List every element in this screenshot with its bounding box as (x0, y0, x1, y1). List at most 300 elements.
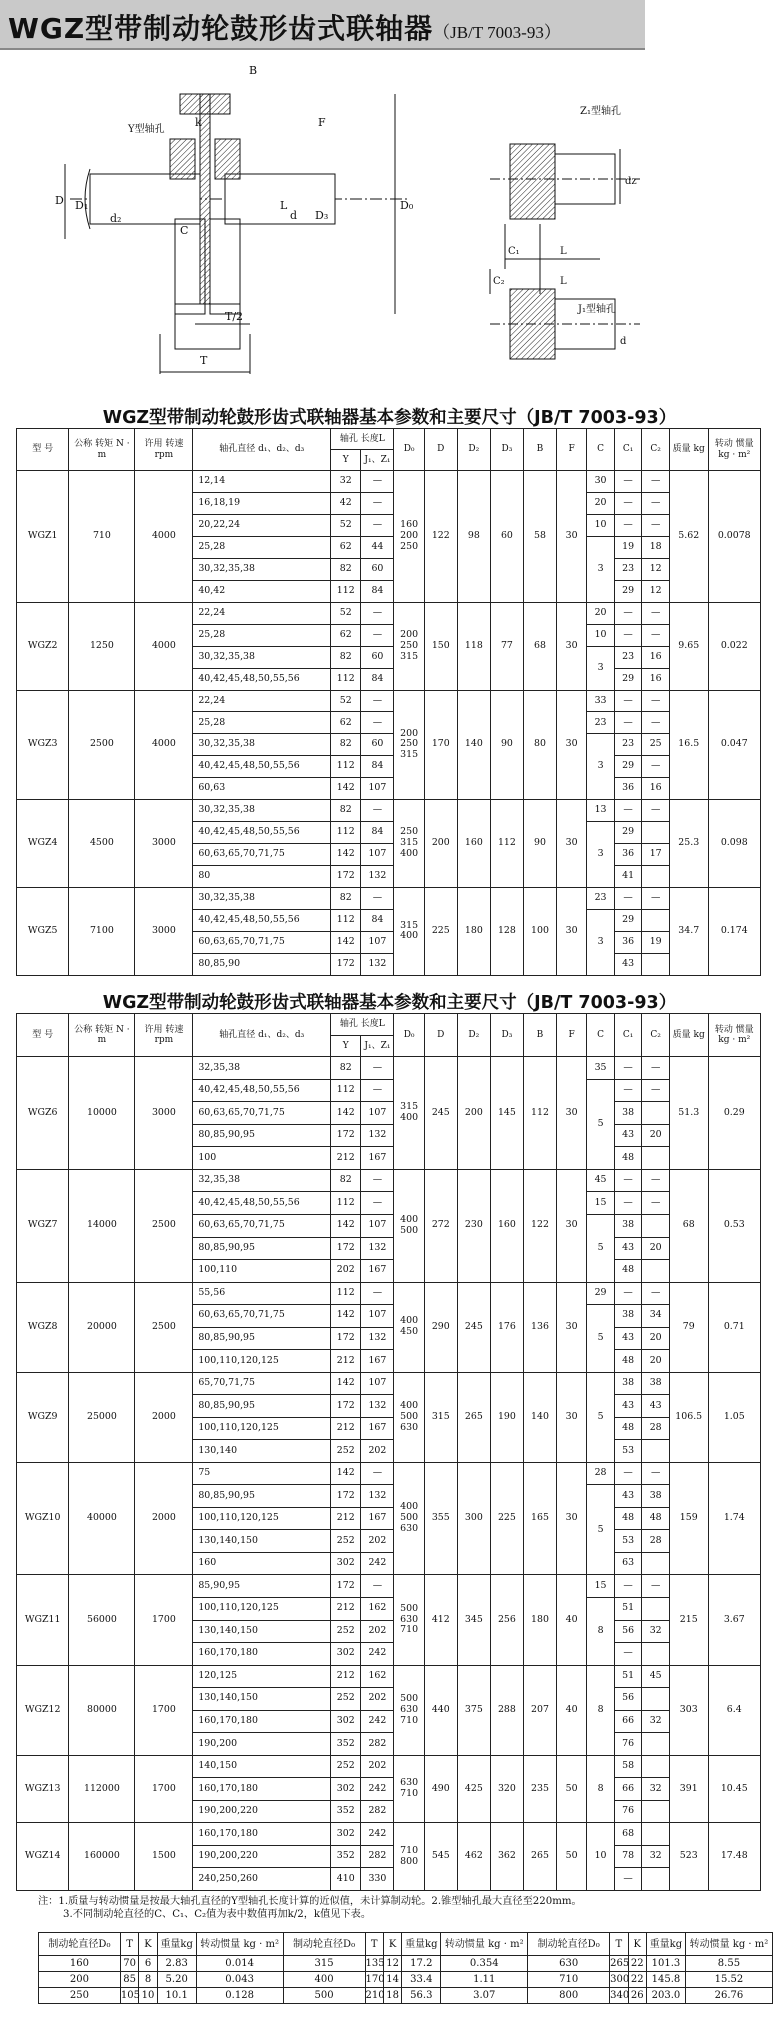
c2-cell: — (642, 887, 670, 909)
c2-cell: 20 (642, 1237, 670, 1260)
f-cell: 40 (557, 1575, 587, 1665)
d2-cell: 180 (457, 887, 490, 975)
d0-cell: 630 710 (394, 1755, 424, 1823)
torque-cell: 2500 (69, 690, 135, 800)
c1-cell: 36 (614, 931, 642, 953)
c1-cell: — (614, 1192, 642, 1215)
c1-cell: 38 (614, 1372, 642, 1395)
f-cell: 50 (557, 1823, 587, 1891)
ext-header: K (628, 1933, 646, 1956)
c2-cell (642, 1733, 670, 1756)
f-cell: 30 (557, 690, 587, 800)
header-d: D (424, 1014, 457, 1057)
speed-cell: 2500 (135, 1169, 193, 1282)
y-length-cell: 142 (331, 1102, 361, 1125)
jz-length-cell: 242 (361, 1552, 394, 1575)
d2-cell: 140 (457, 690, 490, 800)
header-d0: D₀ (394, 1014, 424, 1057)
bore-cell: 100,110,120,125 (193, 1350, 331, 1373)
torque-cell: 56000 (69, 1575, 135, 1665)
y-length-cell: 302 (331, 1552, 361, 1575)
c1-cell: 29 (614, 668, 642, 690)
c-cell: 3 (587, 822, 615, 888)
torque-cell: 14000 (69, 1169, 135, 1282)
c2-cell: — (642, 1282, 670, 1305)
header-bore: 轴孔直径 d₁、d₂、d₃ (193, 429, 331, 471)
ext-header: 转动惯量 kg · m² (441, 1933, 528, 1956)
c2-cell: 38 (642, 1485, 670, 1508)
jz-length-cell: 167 (361, 1260, 394, 1283)
y-length-cell: 352 (331, 1733, 361, 1756)
y-length-cell: 52 (331, 515, 361, 537)
y-length-cell: 252 (331, 1620, 361, 1643)
d0-cell: 200 250 315 (394, 690, 424, 800)
model-cell: WGZ5 (17, 887, 69, 975)
c1-cell: — (614, 1169, 642, 1192)
torque-cell: 710 (69, 471, 135, 603)
d-cell: 490 (424, 1755, 457, 1823)
f-cell: 50 (557, 1755, 587, 1823)
speed-cell: 4000 (135, 471, 193, 603)
jz-length-cell: — (361, 471, 394, 493)
c-cell: 8 (587, 1665, 615, 1755)
jz-length-cell: — (361, 1282, 394, 1305)
y-length-cell: 42 (331, 493, 361, 515)
c-cell: 45 (587, 1169, 615, 1192)
y-length-cell: 352 (331, 1845, 361, 1868)
c2-cell: 17 (642, 844, 670, 866)
ext-cell: 265 (610, 1956, 628, 1972)
c2-cell (642, 822, 670, 844)
c1-cell: 19 (614, 536, 642, 558)
bore-cell: 40,42,45,48,50,55,56 (193, 909, 331, 931)
c1-cell: 38 (614, 1305, 642, 1328)
bore-cell: 22,24 (193, 602, 331, 624)
c2-cell (642, 1102, 670, 1125)
y-length-cell: 142 (331, 1462, 361, 1485)
bore-cell: 130,140 (193, 1440, 331, 1463)
d-cell: 412 (424, 1575, 457, 1665)
y-length-cell: 212 (331, 1665, 361, 1688)
c1-cell: 48 (614, 1147, 642, 1170)
ext-cell: 145.8 (646, 1972, 685, 1988)
header-c: C (587, 429, 615, 471)
y-length-cell: 112 (331, 580, 361, 602)
y-length-cell: 142 (331, 1305, 361, 1328)
ext-cell: 3.07 (441, 1988, 528, 2004)
c2-cell: — (642, 712, 670, 734)
speed-cell: 3000 (135, 887, 193, 975)
bore-cell: 55,56 (193, 1282, 331, 1305)
model-cell: WGZ4 (17, 800, 69, 888)
c-cell: 15 (587, 1192, 615, 1215)
c2-cell: 12 (642, 558, 670, 580)
c1-cell: — (614, 690, 642, 712)
bore-cell: 12,14 (193, 471, 331, 493)
model-cell: WGZ7 (17, 1169, 69, 1282)
jz-length-cell: 202 (361, 1688, 394, 1711)
header-speed: 许用 转速 rpm (135, 1014, 193, 1057)
speed-cell: 2500 (135, 1282, 193, 1372)
bore-cell: 190,200 (193, 1733, 331, 1756)
c-cell: 10 (587, 624, 615, 646)
b-cell: 207 (523, 1665, 556, 1755)
bore-cell: 16,18,19 (193, 493, 331, 515)
c1-cell: 43 (614, 1485, 642, 1508)
mass-cell: 9.65 (669, 602, 708, 690)
jz-length-cell: 107 (361, 778, 394, 800)
c2-cell: 43 (642, 1395, 670, 1418)
inertia-cell: 3.67 (708, 1575, 761, 1665)
jz-length-cell: — (361, 887, 394, 909)
c1-cell: 38 (614, 1102, 642, 1125)
speed-cell: 3000 (135, 800, 193, 888)
c1-cell: 43 (614, 1327, 642, 1350)
label-f: F (318, 116, 326, 129)
torque-cell: 25000 (69, 1372, 135, 1462)
c1-cell: 68 (614, 1823, 642, 1846)
y-length-cell: 112 (331, 822, 361, 844)
c1-cell: — (614, 1575, 642, 1598)
ext-cell: 70 (120, 1956, 138, 1972)
c-cell: 5 (587, 1372, 615, 1462)
bore-cell: 130,140,150 (193, 1688, 331, 1711)
mass-cell: 16.5 (669, 690, 708, 800)
inertia-cell: 1.74 (708, 1462, 761, 1575)
label-y-bore: Y型轴孔 (128, 124, 165, 135)
c2-cell: — (642, 1079, 670, 1102)
b-cell: 165 (523, 1462, 556, 1575)
ext-cell: 8.55 (685, 1956, 772, 1972)
bore-cell: 30,32,35,38 (193, 800, 331, 822)
jz-length-cell: 84 (361, 580, 394, 602)
model-cell: WGZ3 (17, 690, 69, 800)
jz-length-cell: 107 (361, 1305, 394, 1328)
c-cell: 5 (587, 1305, 615, 1373)
speed-cell: 1700 (135, 1665, 193, 1755)
c1-cell: 76 (614, 1733, 642, 1756)
d3-cell: 160 (490, 1169, 523, 1282)
c2-cell: — (642, 624, 670, 646)
c2-cell (642, 1868, 670, 1891)
c2-cell: 20 (642, 1327, 670, 1350)
header-c2: C₂ (642, 1014, 670, 1057)
c-cell: 3 (587, 734, 615, 800)
b-cell: 140 (523, 1372, 556, 1462)
d-cell: 170 (424, 690, 457, 800)
c2-cell (642, 953, 670, 975)
table-row (17, 800, 761, 822)
ext-header: K (383, 1933, 401, 1956)
d0-cell: 400 500 630 (394, 1372, 424, 1462)
header-length: 轴孔 长度L (331, 429, 394, 450)
ext-header: T (365, 1933, 383, 1956)
bore-cell: 40,42,45,48,50,55,56 (193, 822, 331, 844)
jz-length-cell: 242 (361, 1778, 394, 1801)
header-c: C (587, 1014, 615, 1057)
model-cell: WGZ10 (17, 1462, 69, 1575)
y-length-cell: 212 (331, 1350, 361, 1373)
f-cell: 40 (557, 1665, 587, 1755)
c1-cell: — (614, 1462, 642, 1485)
table-row (17, 1823, 761, 1846)
bore-cell: 60,63,65,70,71,75 (193, 1214, 331, 1237)
c1-cell: 63 (614, 1552, 642, 1575)
c2-cell: — (642, 602, 670, 624)
y-length-cell: 82 (331, 887, 361, 909)
y-length-cell: 172 (331, 1575, 361, 1598)
label-l2: L (560, 246, 567, 257)
torque-cell: 10000 (69, 1057, 135, 1170)
c2-cell: — (642, 1169, 670, 1192)
y-length-cell: 82 (331, 558, 361, 580)
jz-length-cell: — (361, 1057, 394, 1080)
ext-cell: 56.3 (402, 1988, 441, 2004)
c2-cell (642, 1147, 670, 1170)
ext-cell: 33.4 (402, 1972, 441, 1988)
header-jz: J₁、Z₁ (361, 450, 394, 471)
c1-cell: 51 (614, 1598, 642, 1621)
mass-cell: 391 (669, 1755, 708, 1823)
d0-cell: 315 400 (394, 887, 424, 975)
d-cell: 122 (424, 471, 457, 603)
y-length-cell: 82 (331, 1057, 361, 1080)
c1-cell: — (614, 712, 642, 734)
label-c: C (180, 224, 189, 237)
c1-cell: — (614, 800, 642, 822)
f-cell: 30 (557, 1169, 587, 1282)
y-length-cell: 302 (331, 1823, 361, 1846)
mass-cell: 25.3 (669, 800, 708, 888)
ext-header: 制动轮直径D₀ (528, 1933, 610, 1956)
y-length-cell: 142 (331, 778, 361, 800)
ext-header: 重量kg (646, 1933, 685, 1956)
model-cell: WGZ8 (17, 1282, 69, 1372)
c2-cell: 20 (642, 1350, 670, 1373)
b-cell: 265 (523, 1823, 556, 1891)
c2-cell (642, 1260, 670, 1283)
jz-length-cell: 84 (361, 756, 394, 778)
c1-cell: 53 (614, 1440, 642, 1463)
d3-cell: 190 (490, 1372, 523, 1462)
header-torque: 公称 转矩 N · m (69, 429, 135, 471)
c1-cell: 48 (614, 1507, 642, 1530)
c1-cell: 48 (614, 1417, 642, 1440)
c2-cell (642, 1823, 670, 1846)
jz-length-cell: 242 (361, 1710, 394, 1733)
ext-header: 转动惯量 kg · m² (685, 1933, 772, 1956)
y-length-cell: 252 (331, 1755, 361, 1778)
d3-cell: 60 (490, 471, 523, 603)
d0-cell: 500 630 710 (394, 1665, 424, 1755)
c1-cell: 76 (614, 1800, 642, 1823)
label-d3: D₃ (315, 209, 329, 222)
ext-cell: 15.52 (685, 1972, 772, 1988)
table-row (39, 1972, 773, 1988)
c-cell: 10 (587, 515, 615, 537)
d2-cell: 345 (457, 1575, 490, 1665)
c1-cell: 58 (614, 1755, 642, 1778)
speed-cell: 4000 (135, 690, 193, 800)
bore-cell: 240,250,260 (193, 1868, 331, 1891)
y-length-cell: 112 (331, 756, 361, 778)
bore-cell: 80,85,90,95 (193, 1395, 331, 1418)
c-cell: 8 (587, 1598, 615, 1666)
label-k: k (195, 116, 202, 129)
label-b: B (249, 64, 258, 77)
jz-length-cell: 162 (361, 1665, 394, 1688)
b-cell: 122 (523, 1169, 556, 1282)
table-row (17, 1282, 761, 1305)
y-length-cell: 252 (331, 1688, 361, 1711)
y-length-cell: 252 (331, 1530, 361, 1553)
ext-cell: 210 (365, 1988, 383, 2004)
model-cell: WGZ1 (17, 471, 69, 603)
f-cell: 30 (557, 887, 587, 975)
d0-cell: 400 500 (394, 1169, 424, 1282)
bore-cell: 100,110,120,125 (193, 1598, 331, 1621)
c-cell: 3 (587, 646, 615, 690)
c1-cell: 23 (614, 646, 642, 668)
d3-cell: 320 (490, 1755, 523, 1823)
table-row (17, 1755, 761, 1778)
ext-cell: 1.11 (441, 1972, 528, 1988)
table2-title: WGZ型带制动轮鼓形齿式联轴器基本参数和主要尺寸（JB/T 7003-93） (102, 993, 677, 1013)
ext-cell: 0.128 (196, 1988, 283, 2004)
jz-length-cell: 107 (361, 1214, 394, 1237)
c1-cell: — (614, 624, 642, 646)
d2-cell: 265 (457, 1372, 490, 1462)
y-length-cell: 172 (331, 1327, 361, 1350)
ext-cell: 26.76 (685, 1988, 772, 2004)
table-row (17, 1462, 761, 1485)
c1-cell: — (614, 1868, 642, 1891)
jz-length-cell: 132 (361, 866, 394, 888)
d0-cell: 710 800 (394, 1823, 424, 1891)
c2-cell: 20 (642, 1124, 670, 1147)
c2-cell: — (642, 1462, 670, 1485)
c2-cell: 32 (642, 1710, 670, 1733)
header-bore: 轴孔直径 d₁、d₂、d₃ (193, 1014, 331, 1057)
label-dz: dz (625, 176, 637, 187)
label-d-j: d (620, 336, 627, 347)
table-row (17, 1665, 761, 1688)
y-length-cell: 82 (331, 1169, 361, 1192)
inertia-cell: 0.174 (708, 887, 761, 975)
d2-cell: 160 (457, 800, 490, 888)
table-row (17, 1575, 761, 1598)
y-length-cell: 212 (331, 1507, 361, 1530)
c2-cell: 25 (642, 734, 670, 756)
c1-cell: 29 (614, 756, 642, 778)
d-cell: 290 (424, 1282, 457, 1372)
d0-cell: 200 250 315 (394, 602, 424, 690)
ext-cell: 300 (610, 1972, 628, 1988)
bore-cell: 80,85,90,95 (193, 1237, 331, 1260)
mass-cell: 303 (669, 1665, 708, 1755)
ext-cell: 630 (528, 1956, 610, 1972)
bore-cell: 40,42,45,48,50,55,56 (193, 1079, 331, 1102)
b-cell: 80 (523, 690, 556, 800)
jz-length-cell: 167 (361, 1350, 394, 1373)
c1-cell: — (614, 602, 642, 624)
label-c1: C₁ (508, 246, 520, 257)
ext-cell: 85 (120, 1972, 138, 1988)
torque-cell: 4500 (69, 800, 135, 888)
mass-cell: 523 (669, 1823, 708, 1891)
jz-length-cell: — (361, 690, 394, 712)
ext-cell: 2.83 (157, 1956, 196, 1972)
c2-cell: 16 (642, 646, 670, 668)
bore-cell: 100,110 (193, 1260, 331, 1283)
y-length-cell: 82 (331, 646, 361, 668)
header-mass: 质量 kg (669, 429, 708, 471)
c1-cell: — (614, 515, 642, 537)
mass-cell: 159 (669, 1462, 708, 1575)
model-cell: WGZ6 (17, 1057, 69, 1170)
bore-cell: 32,35,38 (193, 1169, 331, 1192)
y-length-cell: 62 (331, 536, 361, 558)
model-cell: WGZ14 (17, 1823, 69, 1891)
ext-cell: 203.0 (646, 1988, 685, 2004)
d-cell: 545 (424, 1823, 457, 1891)
y-length-cell: 112 (331, 1282, 361, 1305)
ext-cell: 800 (528, 1988, 610, 2004)
d3-cell: 176 (490, 1282, 523, 1372)
c2-cell: 28 (642, 1417, 670, 1440)
bore-cell: 40,42 (193, 580, 331, 602)
jz-length-cell: — (361, 624, 394, 646)
f-cell: 30 (557, 800, 587, 888)
jz-length-cell: 167 (361, 1147, 394, 1170)
c2-cell (642, 1552, 670, 1575)
c1-cell: 78 (614, 1845, 642, 1868)
d2-cell: 98 (457, 471, 490, 603)
jz-length-cell: 282 (361, 1845, 394, 1868)
header-b: B (523, 429, 556, 471)
d-cell: 200 (424, 800, 457, 888)
header-y: Y (331, 450, 361, 471)
c2-cell (642, 1598, 670, 1621)
inertia-cell: 0.71 (708, 1282, 761, 1372)
jz-length-cell: 242 (361, 1643, 394, 1666)
ext-cell: 500 (283, 1988, 365, 2004)
bore-cell: 22,24 (193, 690, 331, 712)
y-length-cell: 112 (331, 1192, 361, 1215)
d2-cell: 118 (457, 602, 490, 690)
jz-length-cell: 202 (361, 1530, 394, 1553)
table-row (17, 1372, 761, 1395)
c2-cell (642, 1440, 670, 1463)
label-d1: D₁ (75, 199, 89, 212)
jz-length-cell: 132 (361, 1327, 394, 1350)
mass-cell: 106.5 (669, 1372, 708, 1462)
c2-cell (642, 1755, 670, 1778)
jz-length-cell: 107 (361, 844, 394, 866)
y-length-cell: 142 (331, 844, 361, 866)
label-half-t: T/2 (225, 310, 244, 323)
c2-cell: 32 (642, 1845, 670, 1868)
c1-cell: — (614, 1643, 642, 1666)
notes (38, 1895, 773, 1921)
bore-cell: 160 (193, 1552, 331, 1575)
c2-cell: 28 (642, 1530, 670, 1553)
c2-cell: 38 (642, 1372, 670, 1395)
bore-cell: 60,63,65,70,71,75 (193, 844, 331, 866)
c1-cell: 36 (614, 778, 642, 800)
speed-cell: 2000 (135, 1462, 193, 1575)
bore-cell: 80,85,90,95 (193, 1327, 331, 1350)
